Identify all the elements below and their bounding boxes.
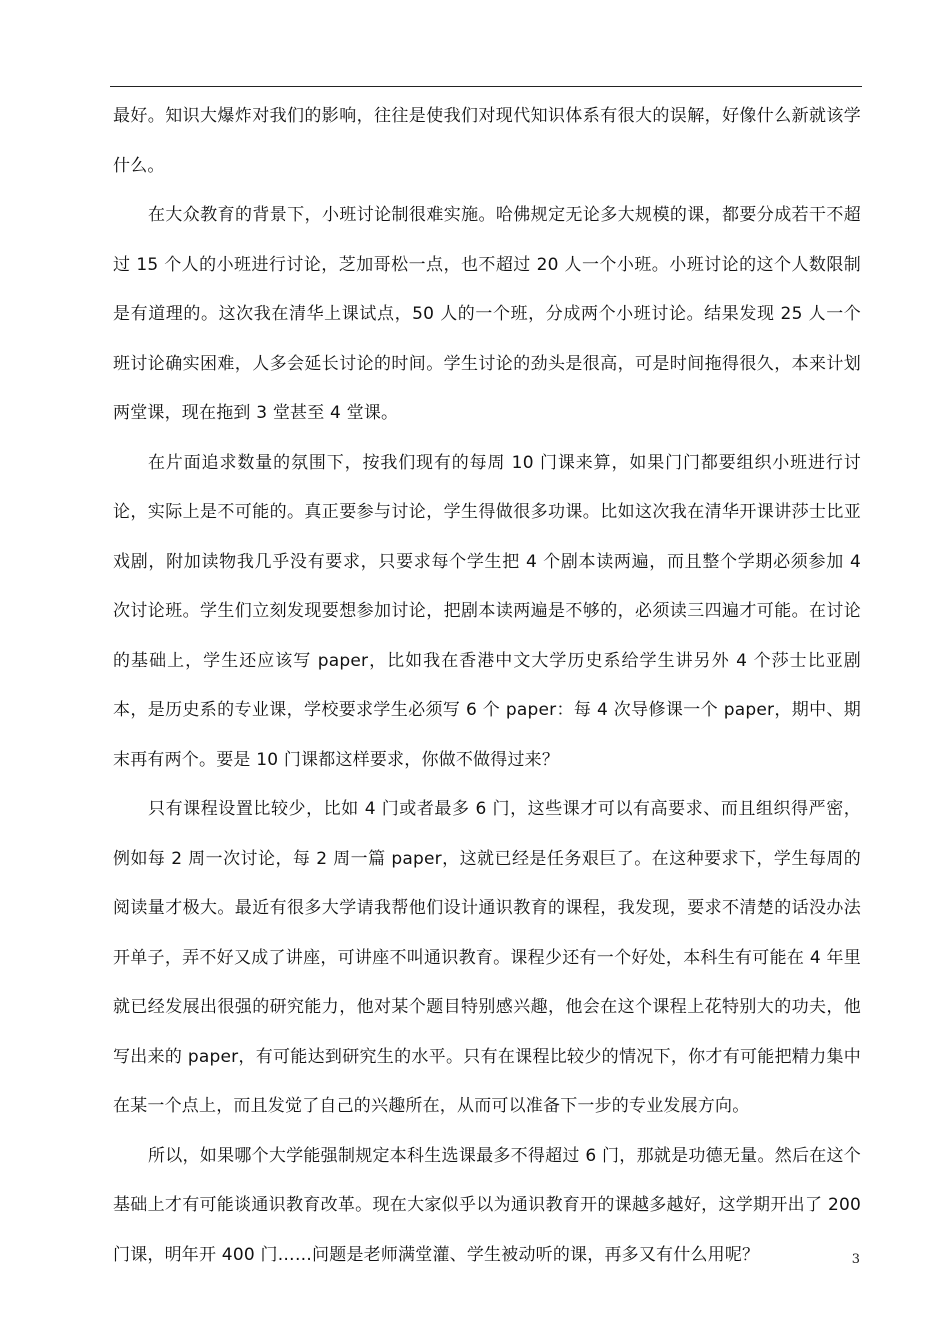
paragraph-5: 所以，如果哪个大学能强制规定本科生选课最多不得超过 6 门，那就是功德无量。然后在这个基础上才有可能谈通识教育改革。现在大家似乎以为通识教育开的课越多越好，这学期开出了 200 门课，明年开 400 门……问题是老师满堂灌、学生被动听的课，再多又有什么用呢？ [113, 1145, 861, 1265]
paragraph-4: 只有课程设置比较少，比如 4 门或者最多 6 门，这些课才可以有高要求、而且组织得严密，例如每 2 周一次讨论，每 2 周一篇 paper，这就已经是任务艰巨了。在这种要求下，学生每周的阅读量才极大。最近有很多大学请我帮他们设计通识教育的课程，我发现，要求不清楚的话没办法开单子，弄不好又成了讲座，可讲座不叫通识教育。课程少还有一个好处，本科生有可能在 4 年里就已经发展出很强的研究能力，他对某个题目特别感兴趣，他会在这个课程上花特别大的功夫，他写出来的 paper，有可能达到研究生的水平。只有在课程比较少的情况下，你才有可能把精力集中在某一个点上，而且发觉了自己的兴趣所在，从而可以准备下一步的专业发展方向。 [113, 799, 861, 1116]
paragraph-1: 最好。知识大爆炸对我们的影响，往往是使我们对现代知识体系有很大的误解，好像什么新就该学什么。 [113, 106, 861, 176]
paragraph-2: 在大众教育的背景下，小班讨论制很难实施。哈佛规定无论多大规模的课，都要分成若干不超过 15 个人的小班进行讨论，芝加哥松一点，也不超过 20 人一个小班。小班讨论的这个人数限制是有道理的。这次我在清华上课试点，50 人的一个班，分成两个小班讨论。结果发现 25 人一个班讨论确实困难，人多会延长讨论的时间。学生讨论的劲头是很高，可是时间拖得很久，本来计划两堂课，现在拖到 3 堂甚至 4 堂课。 [113, 205, 861, 423]
page-number: 3 [851, 1252, 860, 1267]
document-body [113, 92, 861, 1280]
header-rule [110, 86, 862, 87]
paragraph-3: 在片面追求数量的氛围下，按我们现有的每周 10 门课来算，如果门门都要组织小班进行讨论，实际上是不可能的。真正要参与讨论，学生得做很多功课。比如这次我在清华开课讲莎士比亚戏剧，附加读物我几乎没有要求，只要求每个学生把 4 个剧本读两遍，而且整个学期必须参加 4 次讨论班。学生们立刻发现要想参加讨论，把剧本读两遍是不够的，必须读三四遍才可能。在讨论的基础上，学生还应该写 paper，比如我在香港中文大学历史系给学生讲另外 4 个莎士比亚剧本，是历史系的专业课，学校要求学生必须写 6 个 paper：每 4 次导修课一个 paper，期中、期末再有两个。要是 10 门课都这样要求，你做不做得过来？ [113, 452, 861, 770]
